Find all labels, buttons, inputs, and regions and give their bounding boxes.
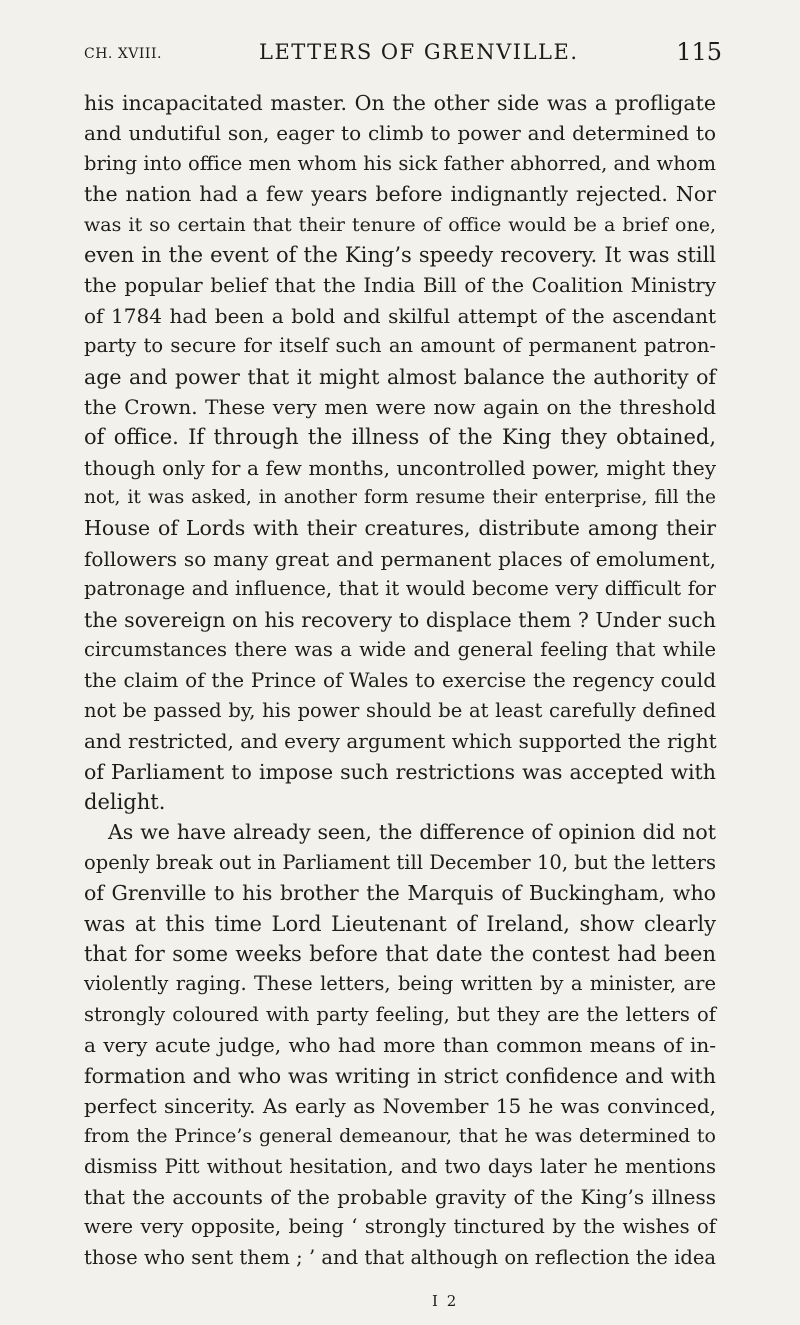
text-line: was it so certain that their tenure of office would be a brief one, (84, 213, 716, 236)
text-line: followers so many great and permanent places of emolument, (84, 546, 716, 571)
text-line: though only for a few months, uncontrolled power, might they (84, 455, 716, 480)
text-line: not, it was asked, in another form resume their enterprise, fill the (84, 487, 716, 509)
text-line: those who sent them ; ’ and that although on reflection the idea (84, 1245, 716, 1269)
text-line: circumstances there was a wide and general feeling that while (84, 638, 716, 662)
body-text (84, 88, 716, 1273)
running-head (84, 38, 722, 72)
text-line: openly break out in Parliament till December 10, but the letters (84, 850, 716, 874)
text-line: patronage and influence, that it would become very difficult for (84, 577, 716, 601)
page-number: 115 (676, 38, 722, 66)
text-line: his incapacitated master. On the other side was a profligate (84, 91, 716, 115)
running-title: LETTERS OF GRENVILLE. (259, 40, 579, 64)
text-line: was at this time Lord Lieutenant of Ireland, show clearly (84, 911, 716, 936)
text-line: party to secure for itself such an amount of permanent patron- (84, 334, 716, 358)
text-line: formation and who was writing in strict confidence and with (84, 1063, 716, 1088)
text-line: of office. If through the illness of the King they obtained, (84, 425, 716, 450)
text-line: the nation had a few years before indignantly rejected. Nor (84, 182, 716, 207)
text-line: strongly coloured with party feeling, but they are the letters of (84, 1002, 716, 1026)
text-line: of 1784 had been a bold and skilful attempt of the ascendant (84, 303, 716, 328)
chapter-label: CH. XVIII. (84, 46, 162, 62)
text-line: violently raging. These letters, being written by a minister, are (84, 972, 716, 996)
text-line: age and power that it might almost balance the authority of (84, 364, 716, 389)
text-line: of Grenville to his brother the Marquis of Buckingham, who (84, 881, 716, 906)
text-line: and undutiful son, eager to climb to power and determined to (84, 121, 716, 146)
text-line: bring into office men whom his sick father abhorred, and whom (84, 151, 716, 175)
text-line: perfect sincerity. As early as November 15 he was convinced, (84, 1093, 716, 1118)
paragraph-end-line: delight. (84, 789, 166, 814)
text-line: from the Prince’s general demeanour, that he was determined to (84, 1125, 716, 1148)
text-line: were very opposite, being ‘ strongly tinctured by the wishes of (84, 1215, 716, 1239)
text-line: that for some weeks before that date the contest had been (84, 941, 716, 966)
text-line: dismiss Pitt without hesitation, and two days later he mentions (84, 1154, 716, 1178)
text-line: House of Lords with their creatures, distribute among their (84, 516, 716, 541)
text-line: even in the event of the King’s speedy recovery. It was still (84, 242, 716, 267)
text-line: the Crown. These very men were now again on the threshold (84, 394, 716, 419)
text-line: that the accounts of the probable gravity of the King’s illness (84, 1185, 716, 1210)
text-line: and restricted, and every argument which supported the right (84, 729, 717, 754)
text-line: the popular belief that the India Bill of the Coalition Ministry (84, 273, 716, 298)
text-line: the claim of the Prince of Wales to exercise the regency could (84, 668, 716, 693)
text-line: not be passed by, his power should be at least carefully defined (84, 698, 716, 722)
text-line: the sovereign on his recovery to displace them ? Under such (84, 607, 716, 632)
paragraph-start-line: As we have already seen, the difference of opinion did not (108, 820, 716, 845)
text-line: a very acute judge, who had more than common means of in- (84, 1033, 716, 1058)
signature-mark: I 2 (432, 1292, 459, 1310)
text-line: of Parliament to impose such restrictions was accepted with (84, 759, 716, 784)
